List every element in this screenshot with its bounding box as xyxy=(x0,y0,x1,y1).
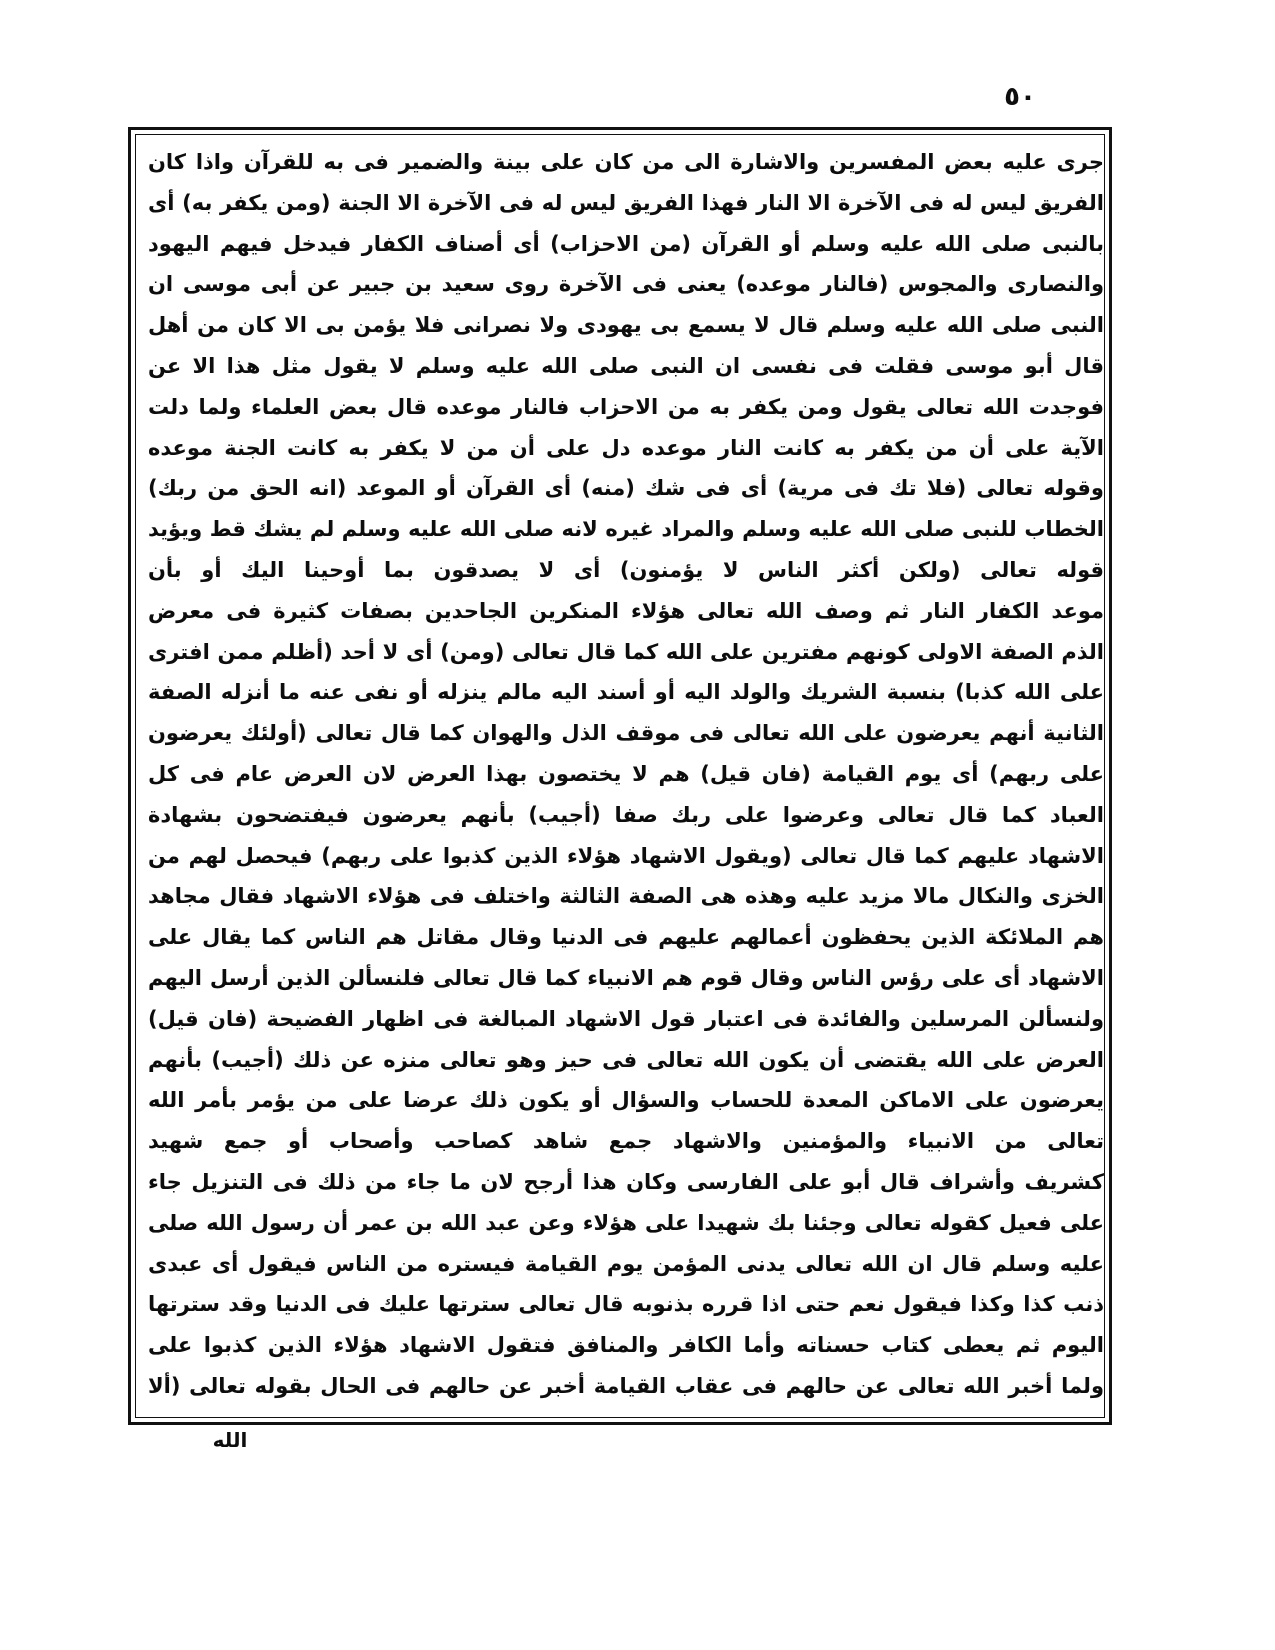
text-line: موعد الكفار النار ثم وصف الله تعالى هؤلاء المنكرين الجاحدين بصفات كثيرة فى معرض xyxy=(148,598,1104,623)
text-line: ولنسألن المرسلين والفائدة فى اعتبار قول الاشهاد المبالغة فى اظهار الفضيحة (فان قيل) xyxy=(148,1006,1104,1031)
text-line: هم الملائكة الذين يحفظون أعمالهم عليهم فى الدنيا وقال مقاتل هم الناس كما يقال على xyxy=(148,925,1104,950)
page-number: ٥٠ xyxy=(1004,82,1036,112)
text-line: الاشهاد أى على رؤس الناس وقال قوم هم الانبياء كما قال تعالى فلنسألن الذين أرسل اليهم xyxy=(148,965,1104,990)
text-line: الذم الصفة الاولى كونهم مفترين على الله كما قال تعالى (ومن) أى لا أحد (أظلم ممن افترى xyxy=(148,639,1104,664)
text-line: العباد كما قال تعالى وعرضوا على ربك صفا (أجيب) بأنهم يعرضون فيفتضحون بشهادة xyxy=(148,802,1104,827)
text-line: ذنب كذا وكذا فيقول نعم حتى اذا قرره بذنوبه قال تعالى سترتها عليك فى الدنيا وقد سترتها xyxy=(148,1292,1104,1317)
text-line: على ربهم) أى يوم القيامة (فان قيل) هم لا يختصون بهذا العرض لان العرض عام فى كل xyxy=(148,761,1104,786)
text-line: الفريق ليس له فى الآخرة الا النار فهذا الفريق ليس له فى الآخرة الا الجنة (ومن يكفر به) أى xyxy=(148,190,1104,215)
text-line: قال أبو موسى فقلت فى نفسى ان النبى صلى الله عليه وسلم لا يقول مثل هذا الا عن xyxy=(148,353,1104,378)
text-line: الاشهاد عليهم كما قال تعالى (ويقول الاشهاد هؤلاء الذين كذبوا على ربهم) فيحصل لهم من xyxy=(148,843,1104,868)
text-line: على فعيل كقوله تعالى وجئنا بك شهيدا على هؤلاء وعن عبد الله بن عمر أن رسول الله صلى xyxy=(148,1210,1104,1235)
text-line: الثانية أنهم يعرضون على الله تعالى فى موقف الذل والهوان كما قال تعالى (أولئك يعرضون xyxy=(148,721,1104,746)
text-line: العرض على الله يقتضى أن يكون الله تعالى فى حيز وهو تعالى منزه عن ذلك (أجيب) بأنهم xyxy=(148,1047,1104,1072)
text-line: والنصارى والمجوس (فالنار موعده) يعنى فى الآخرة روى سعيد بن جبير عن أبى موسى ان xyxy=(148,272,1104,297)
text-line: على الله كذبا) بنسبة الشريك والولد اليه أو أسند اليه مالم ينزله أو نفى عنه ما أنزله الصفة xyxy=(148,680,1104,705)
text-line: وقوله تعالى (فلا تك فى مرية) أى فى شك (منه) أى القرآن أو الموعد (انه الحق من ربك) xyxy=(148,476,1104,501)
text-line: جرى عليه بعض المفسرين والاشارة الى من كان على بينة والضمير فى به للقرآن واذا كان xyxy=(148,150,1104,174)
text-line: عليه وسلم قال ان الله تعالى يدنى المؤمن يوم القيامة فيستره من الناس فيقول أى عبدى xyxy=(148,1251,1104,1276)
text-line: الآية على أن من يكفر به كانت النار موعده دل على أن من لا يكفر به كانت الجنة موعده xyxy=(148,435,1104,460)
text-line: تعالى من الانبياء والمؤمنين والاشهاد جمع شاهد كصاحب وأصحاب أو جمع شهيد xyxy=(148,1129,1104,1154)
text-line: النبى صلى الله عليه وسلم قال لا يسمع بى يهودى ولا نصرانى فلا يؤمن بى الا كان من أهل xyxy=(148,313,1104,338)
text-line: يعرضون على الاماكن المعدة للحساب والسؤال أو يكون ذلك عرضا على من يؤمر بأمر الله xyxy=(148,1088,1104,1113)
catchword: الله xyxy=(212,1428,248,1452)
text-line: قوله تعالى (ولكن أكثر الناس لا يؤمنون) أى لا يصدقون بما أوحينا اليك أو بأن xyxy=(148,557,1104,582)
text-line: الخزى والنكال مالا مزيد عليه وهذه هى الصفة الثالثة واختلف فى هؤلاء الاشهاد فقال مجاهد xyxy=(148,884,1104,909)
text-line: الخطاب للنبى صلى الله عليه وسلم والمراد غيره لانه صلى الله عليه وسلم لم يشك قط ويؤيد xyxy=(148,517,1104,542)
text-line: بالنبى صلى الله عليه وسلم أو القرآن (من الاحزاب) أى أصناف الكفار فيدخل فيهم اليهود xyxy=(148,231,1104,256)
text-line: فوجدت الله تعالى يقول ومن يكفر به من الاحزاب فالنار موعده قال بعض العلماء ولما دلت xyxy=(148,394,1104,419)
text-line: ولما أخبر الله تعالى عن حالهم فى عقاب القيامة أخبر عن حالهم فى الحال بقوله تعالى (ألا xyxy=(148,1373,1104,1398)
text-line: اليوم ثم يعطى كتاب حسناته وأما الكافر والمنافق فتقول الاشهاد هؤلاء الذين كذبوا على xyxy=(148,1333,1104,1358)
text-line: كشريف وأشراف قال أبو على الفارسى وكان هذا أرجح لان ما جاء من ذلك فى التنزيل جاء xyxy=(148,1169,1104,1194)
text-block xyxy=(148,142,1104,1407)
